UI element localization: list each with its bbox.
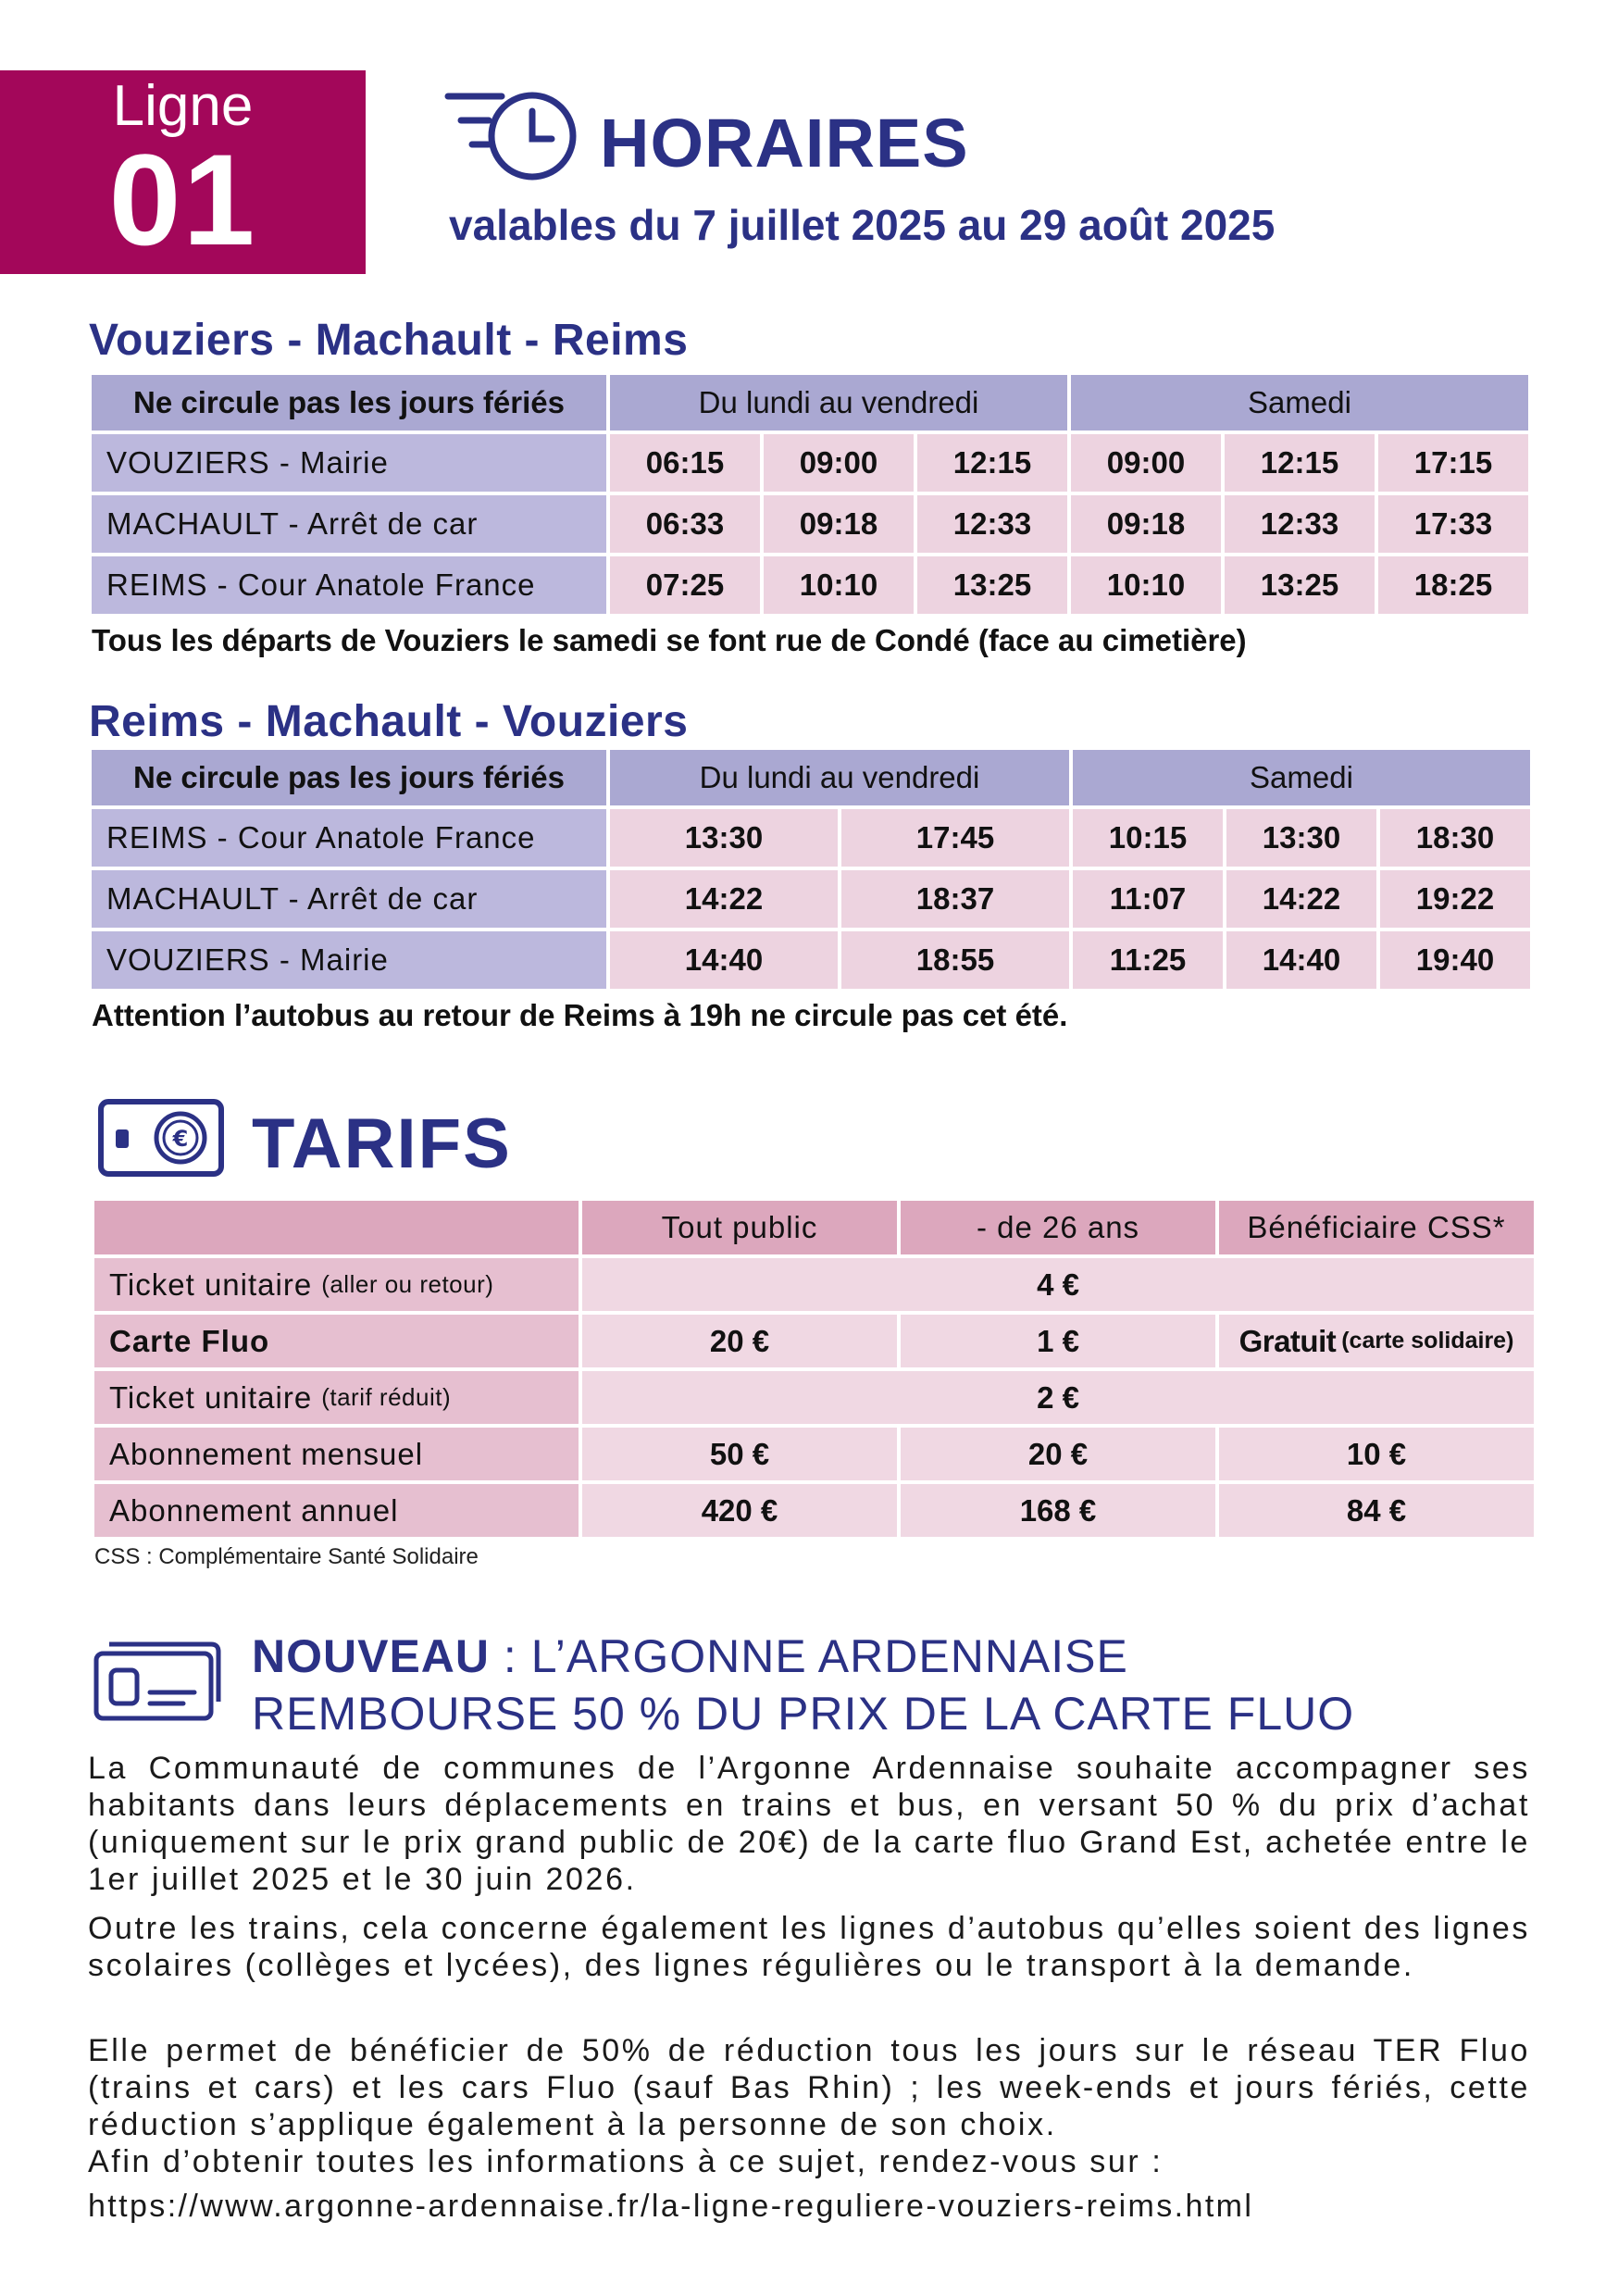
stop-name: VOUZIERS - Mairie	[92, 931, 606, 989]
paragraph: Outre les trains, cela concerne également les lignes d’autobus qu’elles soient des lignes scolaires (collèges et lycées), des lignes régulières ou le transport à la demande.	[88, 1911, 1530, 1983]
departure-time: 10:15	[1073, 809, 1223, 867]
route-note-return: Attention l’autobus au retour de Reims à 19h ne circule pas cet été.	[92, 998, 1068, 1032]
paragraph: La Communauté de communes de l’Argonne Ardennaise souhaite accompagner ses habitants dans leurs déplacements en trains et bus, en versant 50 % du prix d’achat (uniquement sur le prix grand public de 20€) de la carte fluo Grand Est, achetée entre le 1er juillet 2025 et le 30 juin 2026.	[88, 1751, 1530, 1897]
departure-time: 17:15	[1378, 434, 1528, 492]
departure-time: 11:25	[1073, 931, 1223, 989]
departure-time: 19:22	[1380, 870, 1530, 928]
departure-time: 07:25	[610, 556, 760, 614]
stop-name: MACHAULT - Arrêt de car	[92, 870, 606, 928]
fare-label: Carte Fluo	[94, 1315, 579, 1367]
departure-time: 14:22	[610, 870, 838, 928]
page-title: HORAIRES	[600, 105, 969, 181]
route-title-outbound: Vouziers - Machault - Reims	[89, 316, 689, 365]
fare-value-extra: (carte solidaire)	[1341, 1328, 1514, 1354]
departure-time: 17:45	[841, 809, 1069, 867]
departure-time: 18:37	[841, 870, 1069, 928]
stop-name: VOUZIERS - Mairie	[92, 434, 606, 492]
fare-label	[94, 1371, 579, 1424]
departure-time: 18:30	[1380, 809, 1530, 867]
departure-time: 13:30	[610, 809, 838, 867]
route-title-return: Reims - Machault - Vouziers	[89, 697, 689, 746]
fares-column-header: Tout public	[582, 1201, 897, 1254]
fare-value: 20 €	[901, 1428, 1215, 1480]
nouveau-heading	[252, 1628, 1354, 1742]
departure-time: 12:33	[1225, 495, 1375, 553]
weekday-header: Du lundi au vendredi	[610, 750, 1069, 805]
departure-time: 18:55	[841, 931, 1069, 989]
fare-value: 1 €	[901, 1315, 1215, 1367]
clock-speed-icon	[444, 85, 583, 187]
fare-label: Abonnement annuel	[94, 1484, 579, 1537]
nouveau-heading-rest: : L’ARGONNE ARDENNAISE	[490, 1630, 1128, 1682]
fare-label	[94, 1258, 579, 1311]
fare-value: 4 €	[582, 1258, 1534, 1311]
route-note-outbound: Tous les départs de Vouziers le samedi se font rue de Condé (face au cimetière)	[92, 623, 1247, 657]
timetable-header-label: Ne circule pas les jours fériés	[92, 750, 606, 805]
nouveau-badge: NOUVEAU	[252, 1630, 491, 1682]
timetable-return	[92, 750, 1534, 989]
fares-header-empty	[94, 1201, 579, 1254]
fare-value-text: Gratuit	[1238, 1323, 1337, 1358]
departure-time: 09:18	[764, 495, 914, 553]
fare-value: 10 €	[1219, 1428, 1534, 1480]
departure-time: 14:40	[1226, 931, 1376, 989]
departure-time: 11:07	[1073, 870, 1223, 928]
info-link[interactable]: https://www.argonne-ardennaise.fr/la-ligne-reguliere-vouziers-reims.html	[88, 2189, 1254, 2224]
departure-time: 10:10	[764, 556, 914, 614]
fare-value: 20 €	[582, 1315, 897, 1367]
departure-time: 12:15	[1225, 434, 1375, 492]
departure-time: 06:15	[610, 434, 760, 492]
departure-time: 14:40	[610, 931, 838, 989]
line-badge-number: 01	[108, 127, 257, 272]
departure-time: 13:30	[1226, 809, 1376, 867]
line-badge	[0, 70, 366, 274]
departure-time: 19:40	[1380, 931, 1530, 989]
fare-value: 168 €	[901, 1484, 1215, 1537]
departure-time: 13:25	[1225, 556, 1375, 614]
stop-name: REIMS - Cour Anatole France	[92, 809, 606, 867]
saturday-header: Samedi	[1073, 750, 1530, 805]
card-icon	[93, 1637, 224, 1722]
timetable-header-label: Ne circule pas les jours fériés	[92, 375, 606, 430]
fare-label-suffix: (aller ou retour)	[321, 1270, 494, 1298]
fare-label: Abonnement mensuel	[94, 1428, 579, 1480]
departure-time: 12:33	[917, 495, 1067, 553]
fare-value	[1219, 1315, 1534, 1367]
fare-label-suffix: (tarif réduit)	[321, 1383, 452, 1411]
saturday-header: Samedi	[1071, 375, 1528, 430]
departure-time: 18:25	[1378, 556, 1528, 614]
paragraph: Elle permet de bénéficier de 50% de réduction tous les jours sur le réseau TER Fluo (trains et cars) et les cars Fluo (sauf Bas Rhin) ; les week-ends et jours fériés, cette réduction s’applique également à la personne de son choix.	[88, 2033, 1530, 2142]
nouveau-heading-line1	[252, 1628, 1354, 1685]
fare-value: 50 €	[582, 1428, 897, 1480]
fare-label-text: Ticket unitaire	[109, 1379, 313, 1415]
ticket-euro-icon	[97, 1098, 225, 1178]
nouveau-heading-line2: REMBOURSE 50 % DU PRIX DE LA CARTE FLUO	[252, 1688, 1355, 1740]
fares-table	[94, 1201, 1534, 1537]
stop-name: MACHAULT - Arrêt de car	[92, 495, 606, 553]
departure-time: 14:22	[1226, 870, 1376, 928]
departure-time: 10:10	[1071, 556, 1221, 614]
departure-time: 09:00	[764, 434, 914, 492]
weekday-header: Du lundi au vendredi	[610, 375, 1067, 430]
fare-value: 84 €	[1219, 1484, 1534, 1537]
departure-time: 06:33	[610, 495, 760, 553]
paragraph: Afin d’obtenir toutes les informations à ce sujet, rendez-vous sur :	[88, 2144, 1164, 2179]
departure-time: 09:00	[1071, 434, 1221, 492]
departure-time: 09:18	[1071, 495, 1221, 553]
fare-value: 420 €	[582, 1484, 897, 1537]
departure-time: 13:25	[917, 556, 1067, 614]
line-badge-word: Ligne	[112, 74, 254, 138]
departure-time: 12:15	[917, 434, 1067, 492]
timetable-outbound	[92, 375, 1534, 614]
stop-name: REIMS - Cour Anatole France	[92, 556, 606, 614]
departure-time: 17:33	[1378, 495, 1528, 553]
fares-column-header: Bénéficiaire CSS*	[1219, 1201, 1534, 1254]
fare-label-text: Ticket unitaire	[109, 1267, 313, 1302]
fares-column-header: - de 26 ans	[901, 1201, 1215, 1254]
validity-period: valables du 7 juillet 2025 au 29 août 2025	[449, 201, 1276, 249]
css-footnote: CSS : Complémentaire Santé Solidaire	[94, 1544, 479, 1569]
tarifs-title: TARIFS	[252, 1104, 512, 1183]
svg-text:€: €	[172, 1126, 189, 1152]
fare-value: 2 €	[582, 1371, 1534, 1424]
